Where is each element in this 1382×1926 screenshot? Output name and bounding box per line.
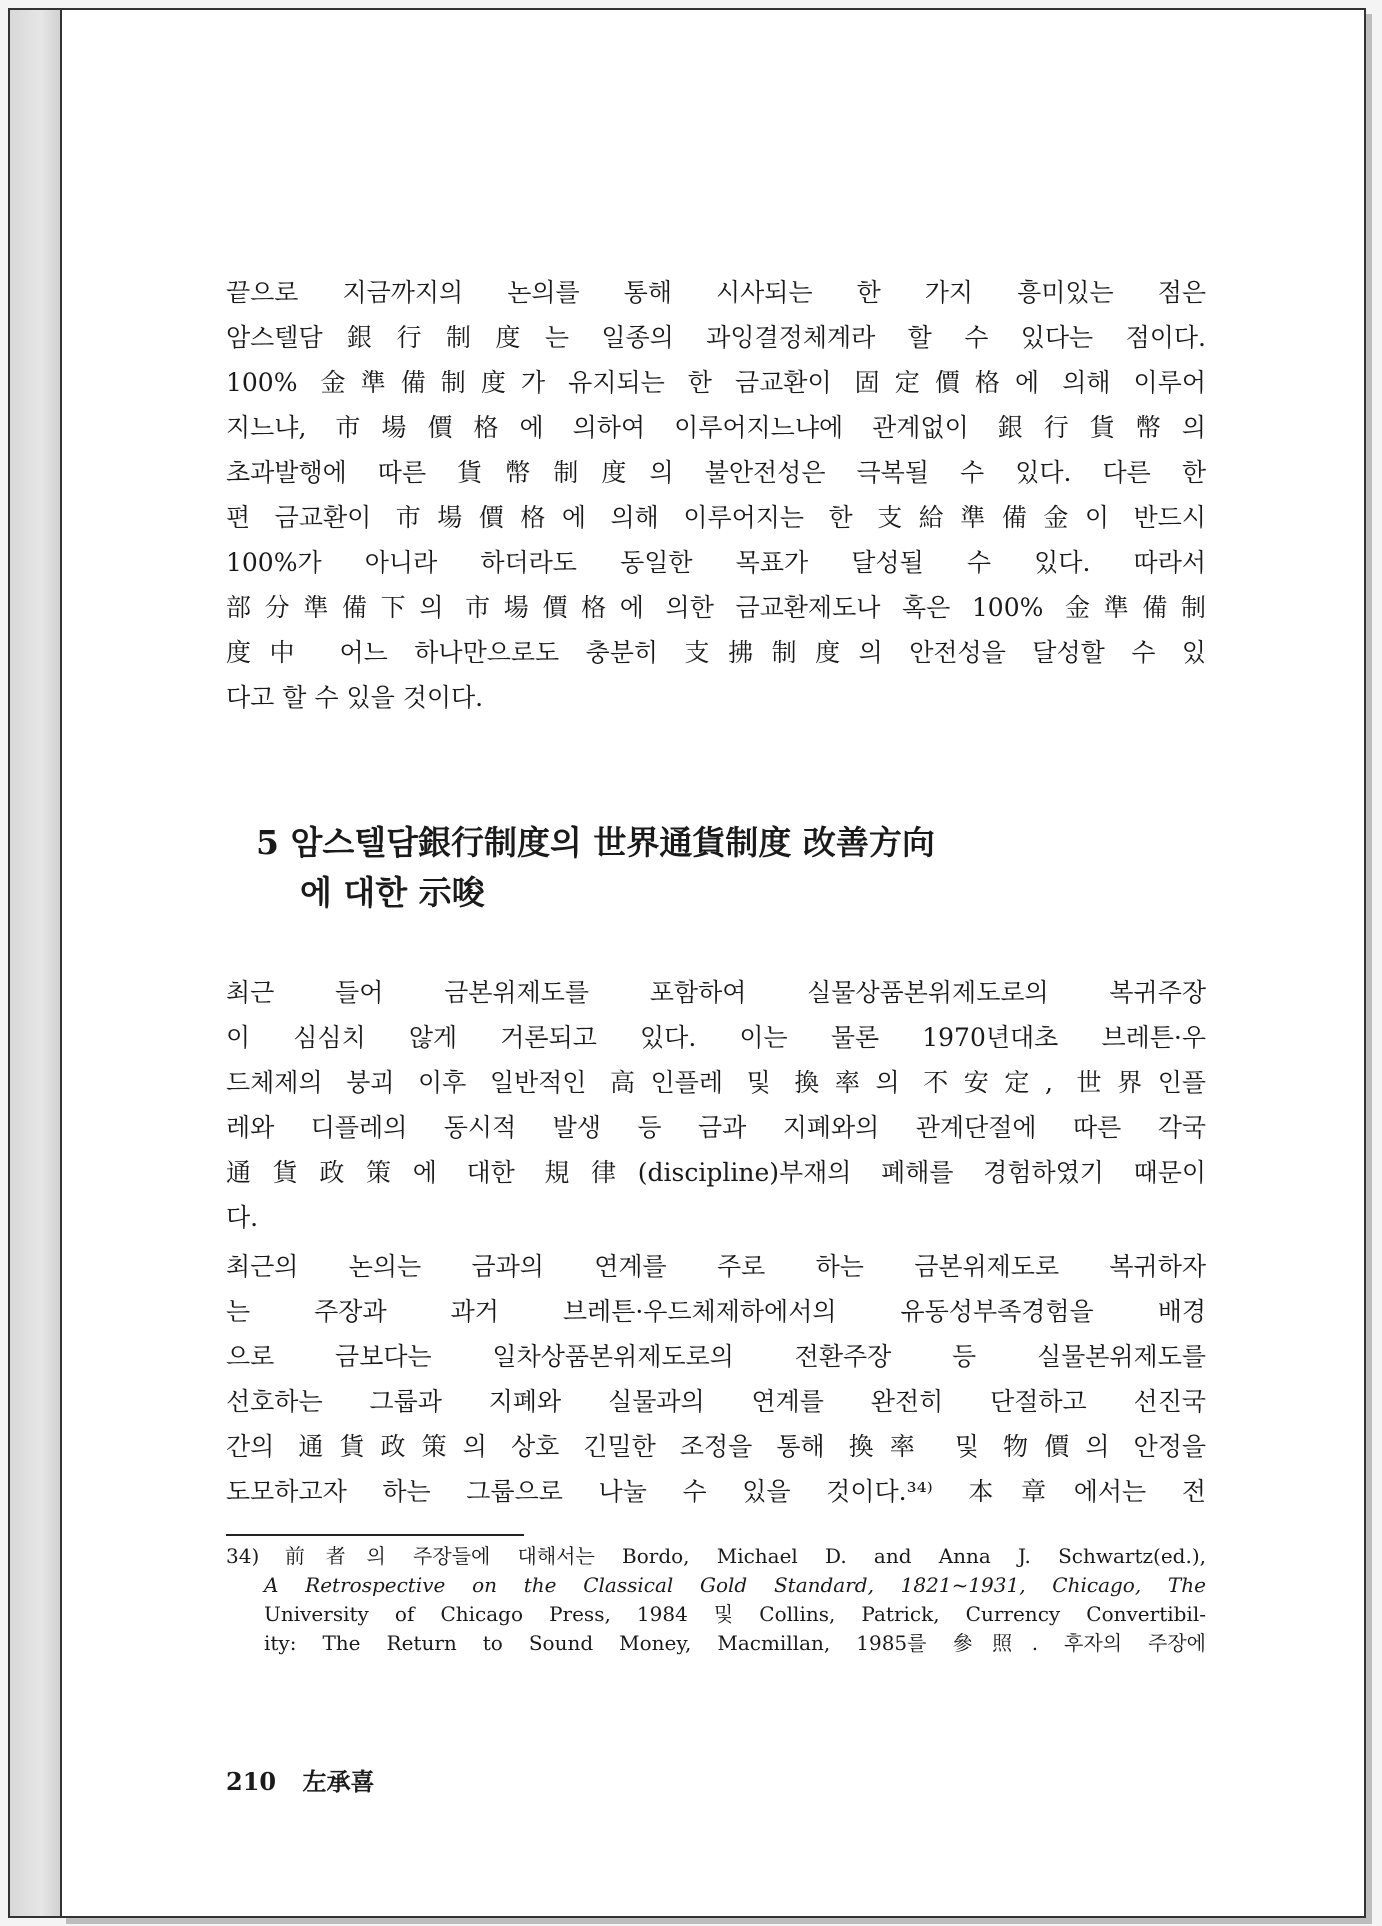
footnote-line: [226, 1542, 1206, 1571]
text-line: 으로 금보다는 일차상품본위제도로의 전환주장 등 실물본위제도를: [226, 1342, 1206, 1371]
text-line: 선호하는 그룹과 지폐와 실물과의 연계를 완전히 단절하고 선진국: [226, 1387, 1206, 1416]
text-line: 度中 어느 하나만으로도 충분히 支拂制度의 안전성을 달성할 수 있: [226, 638, 1206, 667]
text-line: 이 심심치 않게 거론되고 있다. 이는 물론 1970년대초 브레튼·우: [226, 1023, 1206, 1052]
footnote: [226, 1542, 1206, 1658]
text-line: 최근 들어 금본위제도를 포함하여 실물상품본위제도로의 복귀주장: [226, 978, 1206, 1007]
text-line: 간의 通貨政策의 상호 긴밀한 조정을 통해 換率 및 物價의 안정을: [226, 1432, 1206, 1461]
text-line: 다고 할 수 있을 것이다.: [226, 683, 484, 712]
page-footer: [226, 1762, 392, 1797]
text-line: 100%가 아니라 하더라도 동일한 목표가 달성될 수 있다. 따라서: [226, 548, 1206, 577]
paragraph-1: [226, 270, 1206, 720]
paragraph-3: [226, 1244, 1206, 1514]
footnote-number: 34): [226, 1544, 260, 1568]
footnote-divider: [226, 1534, 524, 1536]
text-line: 드체제의 붕괴 이후 일반적인 高인플레 및 換率의 不安定, 世界인플: [226, 1068, 1206, 1097]
footnote-line: University of Chicago Press, 1984 및 Collins, Patrick, Currency Convertibil-: [264, 1602, 1206, 1626]
heading-line: 에 대한 示唆: [300, 873, 485, 912]
book-spine: [8, 8, 62, 1918]
text-line: 끝으로 지금까지의 논의를 통해 시사되는 한 가지 흥미있는 점은: [226, 278, 1206, 307]
page-number: 210: [226, 1767, 277, 1796]
text-line: 도모하고자 하는 그룹으로 나눌 수 있을 것이다.³⁴⁾ 本章에서는 전: [226, 1477, 1206, 1506]
heading-line: 5 암스텔담銀行制度의 世界通貨制度 改善方向: [256, 823, 935, 862]
footnote-text: 前者의 주장들에 대해서는 Bordo, Michael D. and Anna J. Schwartz(ed.),: [264, 1544, 1206, 1568]
text-line: 레와 디플레의 동시적 발생 등 금과 지폐와의 관계단절에 따른 각국: [226, 1113, 1206, 1142]
text-line: 최근의 논의는 금과의 연계를 주로 하는 금본위제도로 복귀하자: [226, 1252, 1206, 1281]
text-line: 部分準備下의 市場價格에 의한 금교환제도나 혹은 100% 金準備制: [226, 593, 1206, 622]
footnote-text: A Retrospective on the Classical Gold Standard, 1821~1931, Chicago, The: [264, 1573, 1206, 1597]
text-line: 편 금교환이 市場價格에 의해 이루어지는 한 支給準備金이 반드시: [226, 503, 1206, 532]
text-line: 通貨政策에 대한 規律(discipline)부재의 폐해를 경험하였기 때문이: [226, 1158, 1206, 1187]
running-author: 左承喜: [302, 1767, 375, 1796]
text-line: 초과발행에 따른 貨幣制度의 불안전성은 극복될 수 있다. 다른 한: [226, 458, 1206, 487]
footnote-line: ity: The Return to Sound Money, Macmillan, 1985를 參照. 후자의 주장에: [264, 1631, 1206, 1655]
text-line: 암스텔담銀行制度는 일종의 과잉결정체계라 할 수 있다는 점이다.: [226, 323, 1206, 352]
text-line: 지느냐, 市場價格에 의하여 이루어지느냐에 관계없이 銀行貨幣의: [226, 413, 1206, 442]
footnote-line: [226, 1571, 1206, 1600]
text-line: 100% 金準備制度가 유지되는 한 금교환이 固定價格에 의해 이루어: [226, 368, 1206, 397]
text-line: 다.: [226, 1203, 259, 1232]
paragraph-2: [226, 970, 1206, 1240]
page-content: [226, 270, 1206, 1658]
section-heading: [226, 818, 1206, 918]
text-line: 는 주장과 과거 브레튼·우드체제하에서의 유동성부족경험을 배경: [226, 1297, 1206, 1326]
